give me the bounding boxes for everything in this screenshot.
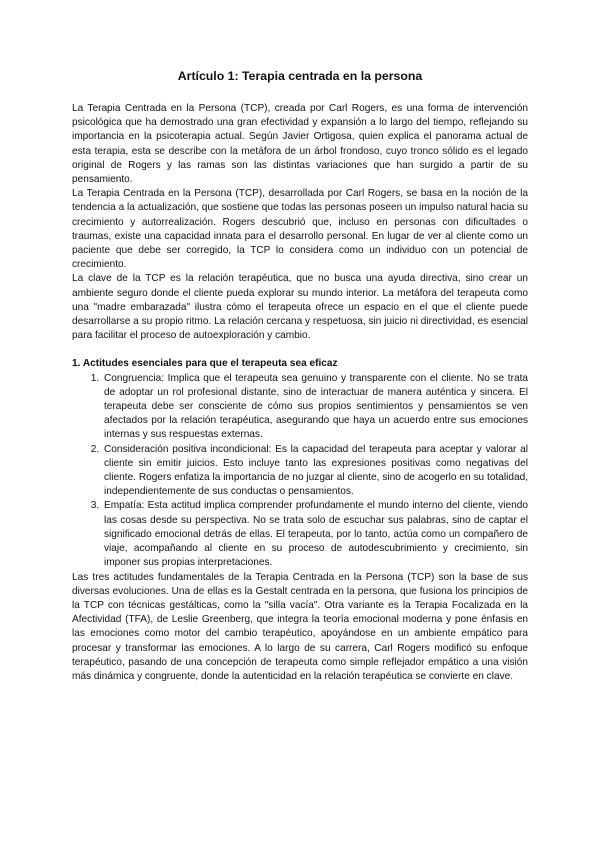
intro-paragraph: La Terapia Centrada en la Persona (TCP), creada por Carl Rogers, es una forma de intervención psicológica que ha demostrado una gran efectividad y expansión a lo largo del tiempo, reflejando su importancia en la psicoterapia actual. Según Javier Ortigosa, quien explica el panorama actual de esta terapia, esta se describe con la metáfora de un árbol frondoso, cuyo tronco sólido es el legado original de Rogers y las ramas son las distintas variaciones que han surgido a partir de su pensamiento. xyxy=(72,103,528,186)
body-paragraph: La Terapia Centrada en la Persona (TCP), desarrollada por Carl Rogers, se basa en la noción de la tendencia a la actualización, que sostiene que todas las personas poseen un impulso natural hacia su crecimiento y autorrealización. Rogers descubrió que, incluso en personas con dificultades o traumas, existe una capacidad innata para el desarrollo personal. En lugar de ver al cliente como un paciente que debe ser corregido, la TCP lo considera como un individuo con un potencial de crecimiento. xyxy=(72,188,528,271)
closing-paragraph: Las tres actitudes fundamentales de la Terapia Centrada en la Persona (TCP) son la base de sus diversas evoluciones. Una de ellas es la Gestalt centrada en la persona, que fusiona los principios de la TCP con técnicas gestálticas, como la "silla vacía". Otra variante es la Terapia Focalizada en la Afectividad (TFA), de Leslie Greenberg, que integra la teoría emocional moderna y pone énfasis en las emociones como motor del cambio terapéutico, apoyándose en un ambiente empático para procesar y transformar las emociones. A lo largo de su carrera, Carl Rogers modificó su enfoque terapéutico, pasando de una concepción de terapeuta como simple reflejador empático a una visión más dinámica y congruente, donde la autenticidad en la relación terapéutica se convierte en clave. xyxy=(72,571,528,682)
list-item-congruencia: 1. Congruencia: Implica que el terapeuta sea genuino y transparente con el cliente. No se trata de adoptar un rol profesional distante, sino de interactuar de manera auténtica y sincera. El terapeuta debe ser consciente de cómo sus propios sentimientos y pensamientos se ven afectados por la relación terapéutica, asegurando que haya un acuerdo entre sus emociones internas y sus respuestas externas. xyxy=(102,372,528,443)
document-body xyxy=(72,68,528,684)
attitudes-list xyxy=(72,372,528,571)
article-title: Artículo 1: Terapia centrada en la persona xyxy=(177,69,423,83)
spacer xyxy=(72,343,528,349)
section-heading: 1. Actitudes esenciales para que el terapeuta sea eficaz xyxy=(72,358,338,370)
body-paragraph: La clave de la TCP es la relación terapéutica, que no busca una ayuda directiva, sino crear un ambiente seguro donde el cliente pueda explorar su mundo interior. La metáfora del terapeuta como una "madre embarazada" ilustra cómo el terapeuta ofrece un espacio en el que el cliente puede desarrollarse a su propio ritmo. La relación cercana y respetuosa, sin juicio ni directividad, es esencial para facilitar el proceso de autoexploración y cambio. xyxy=(72,273,528,342)
list-item-empatia: 3. Empatía: Esta actitud implica comprender profundamente el mundo interno del cliente, viendo las cosas desde su perspectiva. No se trata solo de escuchar sus palabras, sino de captar el significado emocional detrás de ellas. El terapeuta, por lo tanto, actúa como un compañero de viaje, acompañando al cliente en su proceso de autodescubrimiento y crecimiento, sin imponer sus propias interpretaciones. xyxy=(102,499,528,570)
list-item-consideracion: 2. Consideración positiva incondicional: Es la capacidad del terapeuta para aceptar y valorar al cliente sin emitir juicios. Esto incluye tanto las expresiones positivas como negativas del cliente. Rogers enfatiza la importancia de no juzgar al cliente, sino de acogerlo en su totalidad, independientemente de sus conductas o pensamientos. xyxy=(102,443,528,500)
